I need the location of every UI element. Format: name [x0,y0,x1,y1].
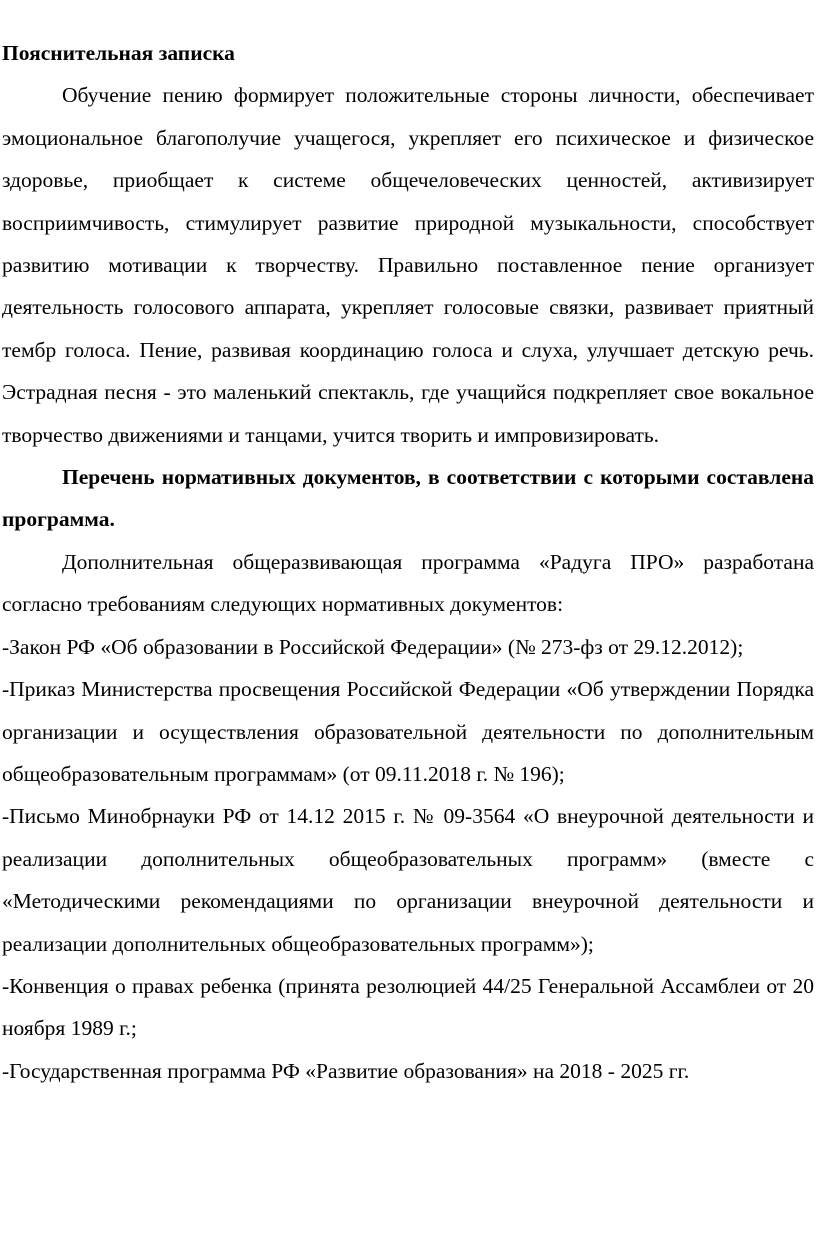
page-title: Пояснительная записка [2,41,235,65]
intro-paragraph: Обучение пению формирует положительные стороны личности, обеспечивает эмоциональное благополучие учащегося, укрепляет его психическое и физическое здоровье, приобщает к системе общечеловеческих ценностей, активизирует восприимчивость, стимулирует развитие природной музыкальности, способствует развитию мотивации к творчеству. Правильно поставленное пение организует деятельность голосового аппарата, укрепляет голосовые связки, развивает приятный тембр голоса. Пение, развивая координацию голоса и слуха, улучшает детскую речь. Эстрадная песня - это маленький спектакль, где учащийся подкрепляет свое вокальное творчество движениями и танцами, учится творить и импровизировать. [2,83,814,447]
document-item-order: -Приказ Министерства просвещения Российской Федерации «Об утверждении Порядка организации и осуществления образовательной деятельности по дополнительным общеобразовательным программам» (от 09.11.2018 г. № 196); [2,677,814,786]
program-intro-paragraph: Дополнительная общеразвивающая программа «Радуга ПРО» разработана согласно требованиям следующих нормативных документов: [2,549,814,617]
document-item-letter: -Письмо Минобрнауки РФ от 14.12 2015 г. № 09-3564 «О внеурочной деятельности и реализации дополнительных общеобразовательных программ» (вместе с «Методическими рекомендациями по организации внеурочной деятельности и реализации дополнительных общеобразовательных программ»); [2,804,814,956]
document-item-state-program: -Государственная программа РФ «Развитие образования» на 2018 - 2025 гг. [2,1058,690,1083]
document-item-law: -Закон РФ «Об образовании в Российской Федерации» (№ 273-фз от 29.12.2012); [2,634,744,659]
section-heading: Перечень нормативных документов, в соответствии с которыми составлена программа. [2,465,814,532]
document-item-convention: -Конвенция о правах ребенка (принята резолюцией 44/25 Генеральной Ассамблеи от 20 ноября 1989 г.; [2,973,814,1041]
document-page [0,32,816,1092]
